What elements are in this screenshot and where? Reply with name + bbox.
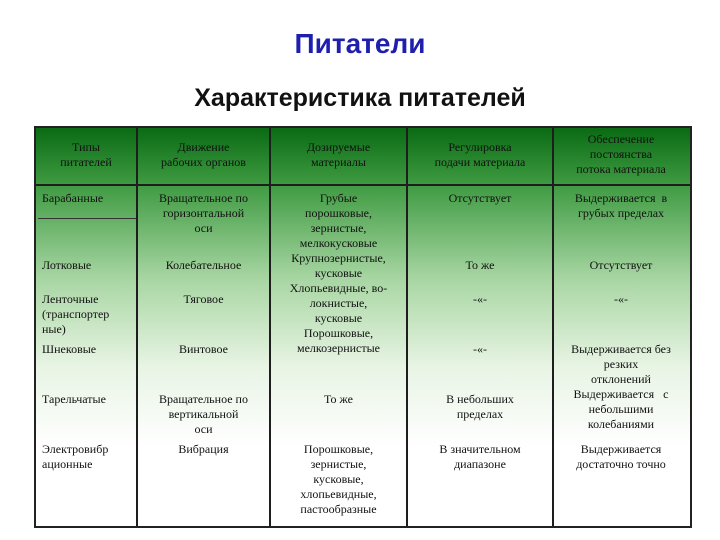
header-regulation: Регулировка подачи материала	[434, 140, 526, 169]
header-motion: Движение рабочих органов	[161, 140, 246, 169]
page-subtitle: Характеристика питателей	[194, 84, 526, 112]
regulation-belt: -«-	[473, 292, 487, 306]
regulation-screw: -«-	[473, 342, 487, 356]
feeders-table	[34, 126, 692, 528]
type-belt: Ленточные (транспортер ные)	[42, 292, 110, 336]
regulation-vibro: В значительном диапазоне	[439, 442, 521, 471]
header-materials: Дозируемые материалы	[306, 140, 371, 169]
type-drum: Барабанные	[42, 191, 104, 205]
header-constancy: Обеспечение постоянства потока материала	[576, 132, 666, 176]
motion-belt: Тяговое	[183, 292, 224, 306]
constancy-vibro: Выдерживается достаточно точно	[576, 442, 666, 471]
motion-tray: Колебательное	[165, 258, 242, 272]
motion-plate: Вращательное по вертикальной оси	[159, 392, 248, 436]
materials-block: Грубые порошковые, зернистые, мелкокусковые Крупнозернистые, кусковые Хлопьевидные, во- локнистые, кусковые Порошковые, мелкозернистые	[289, 191, 388, 355]
constancy-belt: -«-	[614, 292, 628, 306]
page-title: Питатели	[294, 28, 426, 59]
type-vibro: Электровибр ационные	[42, 442, 109, 471]
header-types: Типы питателей	[60, 140, 112, 169]
row-underline	[38, 218, 136, 219]
regulation-drum: Отсутствует	[448, 191, 512, 205]
motion-screw: Винтовое	[179, 342, 228, 356]
materials-vibro: Порошковые, зернистые, кусковые, хлопьевидные, пастообразные	[300, 442, 377, 516]
materials-plate: То же	[324, 392, 353, 406]
regulation-tray: То же	[465, 258, 495, 272]
column-divider	[136, 128, 138, 526]
constancy-screw-plate: Выдерживается без резких отклонений Выдерживается с небольшими колебаниями	[571, 342, 671, 431]
constancy-tray: Отсутствует	[589, 258, 653, 272]
motion-drum: Вращательное по горизонтальной оси	[159, 191, 248, 235]
header-divider	[36, 184, 690, 186]
motion-vibro: Вибрация	[178, 442, 229, 456]
regulation-plate: В небольших пределах	[446, 392, 514, 421]
type-tray: Лотковые	[42, 258, 92, 272]
constancy-drum: Выдерживается в грубых пределах	[574, 191, 668, 220]
type-screw: Шнековые	[42, 342, 97, 356]
type-plate: Тарельчатые	[42, 392, 106, 406]
